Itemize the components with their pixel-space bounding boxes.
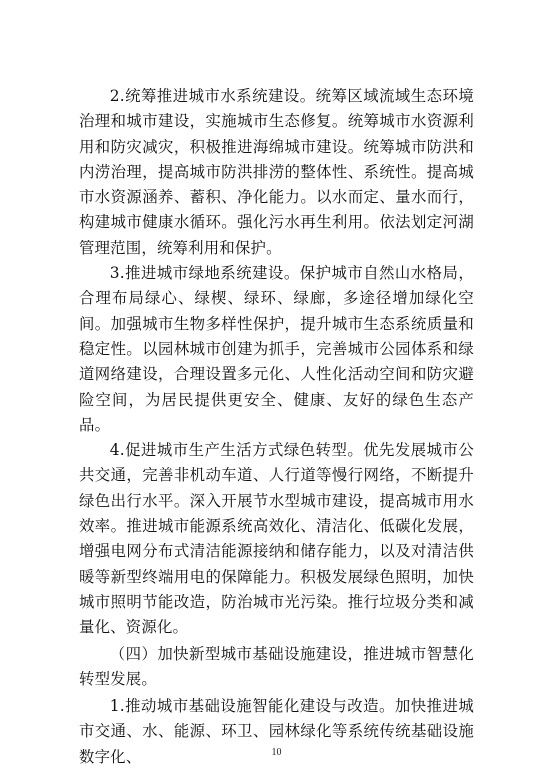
paragraph-green-space [79,261,474,438]
paragraph-body: 优先发展城市公共交通，完善非机动车道、人行道等慢行网络，不断提升绿色出行水平。深入开展节水型城市建设，提高城市用水效率。推进城市能源系统高效化、清洁化、低碳化发展，增强电网分布式清洁能源接纳和储存能力，以及对清洁供暖等新型终端用电的保障能力。积极发展绿色照明，加快城市照明节能改造，防治城市光污染。推行垃圾分类和减量化、资源化。 [79,441,474,637]
paragraph-body: 统筹区域流域生态环境治理和城市建设，实施城市生态修复。统筹城市水资源利用和防灾减灾，积极推进海绵城市建设。统筹城市防洪和内涝治理，提高城市防洪排涝的整体性、系统性。提高城市水资源涵养、蓄积、净化能力。以水而定、量水而行，构建城市健康水循环。强化污水再生利用。依法划定河湖管理范围，统筹利用和保护。 [79,87,474,257]
paragraph-body: 保护城市自然山水格局，合理布局绿心、绿楔、绿环、绿廊，多途径增加绿化空间。加强城市生物多样性保护，提升城市生态系统质量和稳定性。以园林城市创建为抓手，完善城市公园体系和绿道网络建设，合理设置多元化、人性化活动空间和防灾避险空间，为居民提供更安全、健康、友好的绿色生态产品。 [79,264,474,434]
paragraph-body: 加快推进城市交通、水、能源、环卫、园林绿化等系统传统基础设施数字化、 [79,697,474,766]
paragraph-smart-infrastructure [79,694,474,770]
paragraph-lead: 3.推进城市绿地系统建设。 [109,264,300,283]
section-heading: （四）加快新型城市基础设施建设，推进城市智慧化转型发展。 [79,644,474,688]
paragraph-lead: 2.统筹推进城市水系统建设。 [109,87,316,105]
page-body [79,84,474,770]
paragraph-water-system [79,84,474,261]
paragraph-lead: 4.促进城市生产生活方式绿色转型。 [109,441,364,460]
page-number: 10 [271,747,282,758]
paragraph-green-transition [79,438,474,640]
paragraph-lead: 1.推动城市基础设施智能化建设与改造。 [109,697,395,716]
